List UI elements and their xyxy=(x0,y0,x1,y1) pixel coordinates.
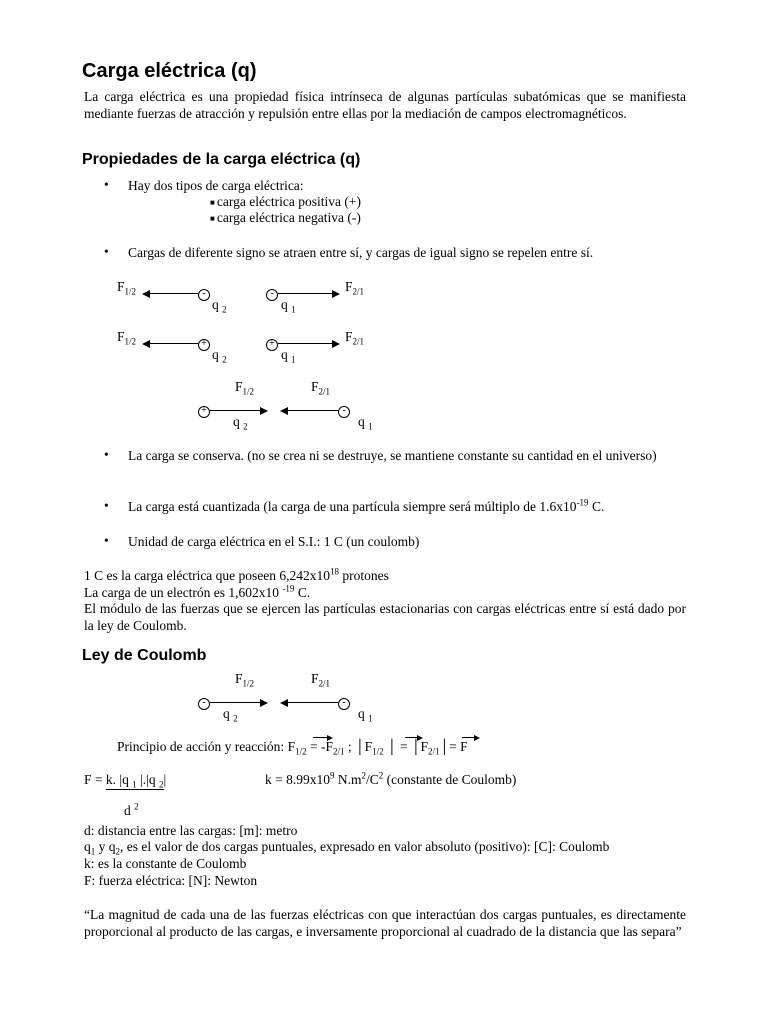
bullet-charge-types: Hay dos tipos de carga eléctrica: xyxy=(128,178,304,193)
fact-coulomb-protons: 1 C es la carga eléctrica que poseen $6,242x10^{18}$ protones xyxy=(84,566,389,583)
charge-label-q2: q $_2$ xyxy=(223,706,238,724)
vector-arrow-icon xyxy=(313,737,331,738)
page-title: Carga eléctrica (q) xyxy=(82,60,257,82)
coulomb-law-quote: “La magnitud de cada una de las fuerzas eléctricas con que interactúan dos cargas puntuales, es directamente proporcional al producto de las cargas, e inversamente proporcional al cuadrado de la distancia que las separa” xyxy=(84,907,686,939)
definition-constant: k: es la constante de Coulomb xyxy=(84,856,247,871)
force-label-f12: $F_{1/2}$ xyxy=(235,379,255,397)
bullet-si-unit: Unidad de carga eléctrica en el S.I.: 1 C (un coulomb) xyxy=(128,534,420,549)
vector-arrow-icon xyxy=(462,737,478,738)
charge-circle: - xyxy=(198,698,210,710)
force-label-f21: $F_{2/1}$ xyxy=(311,671,331,689)
bullet-marker: • xyxy=(104,177,109,192)
intro-paragraph: La carga eléctrica es una propiedad física intrínseca de algunas partículas subatómicas que se manifiesta mediante fuerzas de atracción y repulsión entre ellas por la mediación de campos electromagnéticos. xyxy=(84,89,686,121)
bullet-attraction: Cargas de diferente signo se atraen entre sí, y cargas de igual signo se repelen entre sí. xyxy=(128,245,594,260)
coulomb-heading: Ley de Coulomb xyxy=(82,647,207,664)
force-arrow-left xyxy=(282,702,338,703)
charge-label-q1: q $_1$ xyxy=(358,414,373,432)
charge-label-q2: q $_2$ xyxy=(212,347,227,365)
force-arrow-left xyxy=(144,343,198,344)
coulomb-constant: $k = 8.99x10^9$ $N.m^2/C^2$ (constante de Coulomb) xyxy=(265,770,517,787)
bullet-marker: • xyxy=(104,244,109,259)
force-label-f12: $F_{1/2}$ xyxy=(117,279,137,297)
charge-circle: + xyxy=(198,339,210,351)
charge-label-q1: q $_1$ xyxy=(281,297,296,315)
bullet-marker: • xyxy=(104,498,109,513)
vector-arrow-icon xyxy=(405,737,421,738)
definition-distance: d: distancia entre las cargas: [m]: metro xyxy=(84,823,298,838)
charge-circle: + xyxy=(266,339,278,351)
force-arrow-left xyxy=(144,293,198,294)
bullet-conservation: La carga se conserva. (no se crea ni se destruye, se mantiene constante su cantidad en el universo) xyxy=(128,448,657,463)
force-label-f21: $F_{2/1}$ xyxy=(345,329,365,347)
force-arrow-right xyxy=(278,293,338,294)
sub-item-positive: ■ carga eléctrica positiva (+) xyxy=(210,194,362,209)
charge-circle: - xyxy=(266,289,278,301)
fraction-bar xyxy=(106,789,164,790)
charge-circle: + xyxy=(198,406,210,418)
properties-heading: Propiedades de la carga eléctrica (q) xyxy=(82,151,361,168)
force-arrow-right xyxy=(278,343,338,344)
definition-charges: $q_1$ y $q_2$, es el valor de dos cargas puntuales, expresado en valor absoluto (positivo): [C]: Coulomb xyxy=(84,839,610,857)
charge-label-q1: q $_1$ xyxy=(358,706,373,724)
force-arrow-right xyxy=(210,410,266,411)
coulomb-formula-denominator: d $^2$ xyxy=(124,801,139,818)
force-label-f12: $F_{1/2}$ xyxy=(235,671,255,689)
charge-circle: - xyxy=(338,406,350,418)
charge-circle: - xyxy=(198,289,210,301)
charge-label-q1: q $_1$ xyxy=(281,347,296,365)
force-label-f21: $F_{2/1}$ xyxy=(311,379,331,397)
bullet-marker: • xyxy=(104,533,109,548)
charge-label-q2: q $_2$ xyxy=(212,297,227,315)
force-arrow-left xyxy=(282,410,338,411)
action-reaction-principle: Principio de acción y reacción: $F_{1/2} = -F_{2/1}$ ; $│F_{1/2}$ │ = $│F_{2/1}│= F$ xyxy=(117,739,468,757)
charge-label-q2: q $_2$ xyxy=(233,414,248,432)
sub-item-negative: ■ carga eléctrica negativa (-) xyxy=(210,210,361,225)
bullet-marker: • xyxy=(104,447,109,462)
force-arrow-right xyxy=(210,702,266,703)
bullet-quantization: La carga está cuantizada (la carga de una partícula siempre será múltiplo de $1.6x10^{-19}$ C. xyxy=(128,497,605,514)
definition-force: F: fuerza eléctrica: [N]: Newton xyxy=(84,873,258,888)
coulomb-formula-numerator: F = k. |q $_1$ |.|q $_2$| xyxy=(84,772,167,790)
force-label-f12: $F_{1/2}$ xyxy=(117,329,137,347)
fact-coulomb-law-intro: El módulo de las fuerzas que se ejercen las partículas estacionarias con cargas eléctricas entre sí está dado por la ley de Coulomb. xyxy=(84,601,686,633)
fact-electron-charge: La carga de un electrón es 1,602x10 $^{-19}$ C. xyxy=(84,583,311,600)
charge-circle: - xyxy=(338,698,350,710)
force-label-f21: $F_{2/1}$ xyxy=(345,279,365,297)
